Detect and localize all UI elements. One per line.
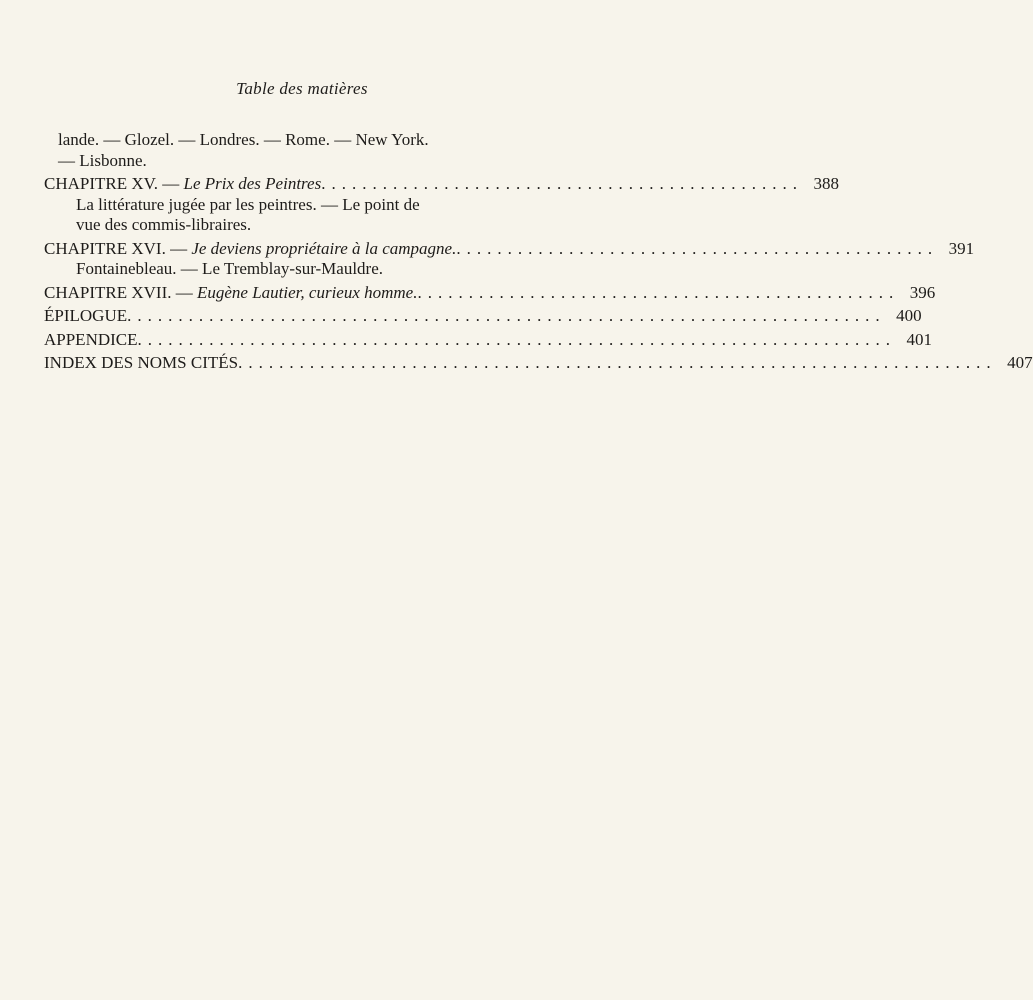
section-title: INDEX DES NOMS CITÉS (44, 353, 239, 372)
page-number: 407 (1007, 353, 1033, 372)
toc-entry-chapitre-xv (44, 174, 839, 195)
dot-leaders: ............................................... (417, 282, 900, 302)
section-title: APPENDICE (44, 329, 138, 349)
chapter-summary (44, 195, 500, 236)
table-of-contents (44, 130, 1033, 374)
chapter-title: Eugène Lautier, curieux homme. (197, 282, 418, 302)
toc-entry-chapitre-xvii (44, 282, 936, 304)
continuation-line: lande. — Glozel. — Londres. — Rome. — New York. (58, 130, 429, 149)
page-number: 388 (813, 174, 839, 193)
chapter-title: Je deviens propriétaire à la campagne. (191, 238, 457, 258)
chapter-number: CHAPITRE XV. — (44, 174, 184, 193)
running-header: Table des matières (236, 79, 368, 98)
chapter-title: Le Prix des Peintres (183, 174, 322, 193)
dot-leaders: ............................................... (456, 238, 939, 258)
page-number: 400 (896, 306, 922, 325)
dot-leaders: .......................................................................... (127, 306, 886, 325)
page-number: 391 (948, 238, 975, 258)
continuation-line: — Lisbonne. (58, 150, 147, 170)
summary-line: vue des commis-libraires. (76, 215, 252, 234)
toc-entry-epilogue (44, 306, 922, 327)
chapter-summary (44, 259, 500, 280)
summary-line: La littérature jugée par les peintres. — Le point de (76, 194, 420, 214)
toc-continuation (44, 130, 500, 171)
summary-line: Fontainebleau. — Le Tremblay-sur-Mauldre. (76, 259, 384, 278)
dot-leaders: ............................................... (321, 174, 803, 193)
chapter-number: CHAPITRE XVII. — (44, 282, 197, 302)
page-number: 396 (909, 282, 936, 302)
page-number: 401 (906, 329, 933, 349)
section-title: ÉPILOGUE (44, 306, 128, 325)
chapter-number: CHAPITRE XVI. — (44, 238, 192, 258)
toc-entry-chapitre-xvi (44, 238, 975, 260)
toc-entry-index (44, 353, 1033, 374)
toc-entry-appendice (44, 329, 933, 351)
dot-leaders: .......................................................................... (238, 353, 997, 372)
dot-leaders: .......................................................................... (137, 329, 897, 349)
